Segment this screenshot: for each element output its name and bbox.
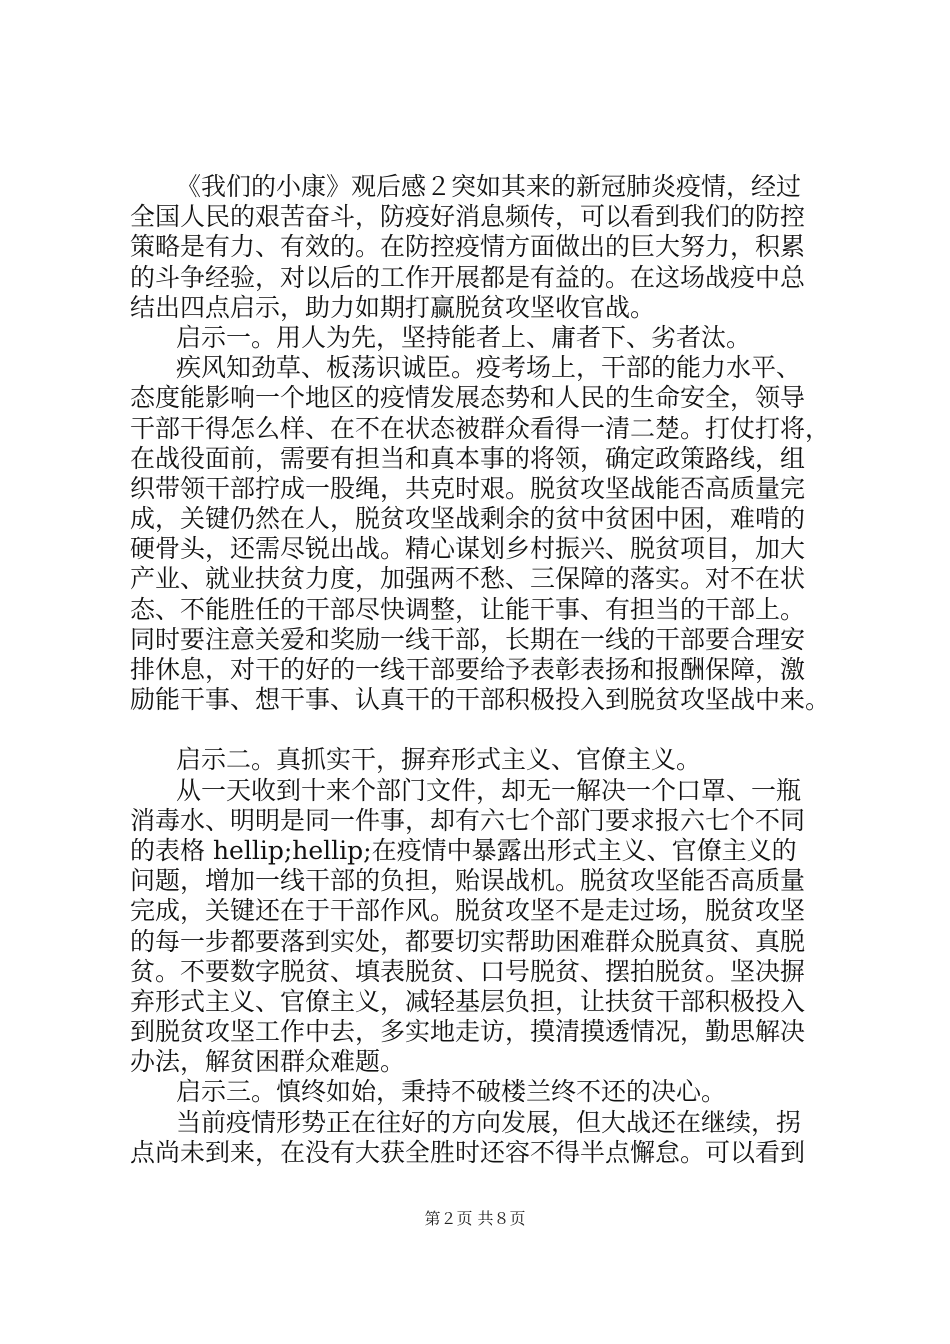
- paragraph-gap: [130, 715, 830, 745]
- text-line: 启示三。慎终如始，秉持不破楼兰终不还的决心。: [176, 1077, 727, 1107]
- text-line: 疾风知劲草、板荡识诚臣。疫考场上，干部的能力水平、: [176, 353, 802, 383]
- text-line: 启示二。真抓实干，摒弃形式主义、官僚主义。: [176, 745, 702, 775]
- text-line: 同时要注意关爱和奖励一线干部，长期在一线的干部要合理安: [130, 624, 806, 654]
- text-line: 硬骨头，还需尽锐出战。精心谋划乡村振兴、脱贫项目，加大: [130, 534, 806, 564]
- text-line: 全国人民的艰苦奋斗，防疫好消息频传，可以看到我们的防控: [130, 202, 806, 232]
- text-line: 到脱贫攻坚工作中去，多实地走访，摸清摸透情况，勤思解决: [130, 1017, 806, 1047]
- text-line: 态度能影响一个地区的疫情发展态势和人民的生命安全，领导: [130, 383, 806, 413]
- text-line: 完成，关键还在于干部作风。脱贫攻坚不是走过场，脱贫攻坚: [130, 896, 806, 926]
- text-line: 消毒水、明明是同一件事，却有六七个部门要求报六七个不同: [130, 805, 806, 835]
- text-line: 成，关键仍然在人，脱贫攻坚战剩余的贫中贫困中困，难啃的: [130, 504, 806, 534]
- text-line: 在战役面前，需要有担当和真本事的将领，确定政策路线，组: [130, 443, 806, 473]
- document-body: [130, 172, 830, 1168]
- text-line: 的斗争经验，对以后的工作开展都是有益的。在这场战疫中总: [130, 262, 806, 292]
- text-line: 《我们的小康》观后感２突如其来的新冠肺炎疫情，经过: [176, 172, 802, 201]
- text-line: 织带领干部拧成一股绳，共克时艰。脱贫攻坚战能否高质量完: [130, 473, 806, 503]
- text-line: 点尚未到来，在没有大获全胜时还容不得半点懈怠。可以看到: [130, 1137, 806, 1167]
- text-line: 干部干得怎么样、在不在状态被群众看得一清二楚。打仗打将，: [130, 413, 831, 443]
- text-line: 从一天收到十来个部门文件，却无一解决一个口罩、一瓶: [176, 775, 802, 805]
- page-footer: 第２页 共８页: [424, 1209, 526, 1228]
- text-line: 贫。不要数字脱贫、填表脱贫、口号脱贫、摆拍脱贫。坚决摒: [130, 956, 806, 986]
- text-line: 弃形式主义、官僚主义，减轻基层负担，让扶贫干部积极投入: [130, 986, 806, 1016]
- text-line: 态、不能胜任的干部尽快调整，让能干事、有担当的干部上。: [130, 594, 806, 624]
- text-line: 产业、就业扶贫力度，加强两不愁、三保障的落实。对不在状: [130, 564, 806, 594]
- text-line: 的每一步都要落到实处，都要切实帮助困难群众脱真贫、真脱: [130, 926, 806, 956]
- text-line: 当前疫情形势正在往好的方向发展，但大战还在继续，拐: [176, 1107, 802, 1137]
- text-line: 结出四点启示，助力如期打赢脱贫攻坚收官战。: [130, 292, 656, 322]
- text-line: 励能干事、想干事、认真干的干部积极投入到脱贫攻坚战中来。: [130, 685, 831, 715]
- text-line: 排休息，对干的好的一线干部要给予表彰表扬和报酬保障，激: [130, 655, 806, 684]
- text-line: 问题，增加一线干部的负担，贻误战机。脱贫攻坚能否高质量: [130, 866, 806, 896]
- text-line: 的表格 hellip;hellip;在疫情中暴露出形式主义、官僚主义的: [130, 835, 797, 865]
- text-line: 启示一。用人为先，坚持能者上、庸者下、劣者汰。: [176, 322, 752, 352]
- text-line: 策略是有力、有效的。在防控疫情方面做出的巨大努力，积累: [130, 232, 806, 262]
- text-line: 办法，解贫困群众难题。: [130, 1047, 406, 1077]
